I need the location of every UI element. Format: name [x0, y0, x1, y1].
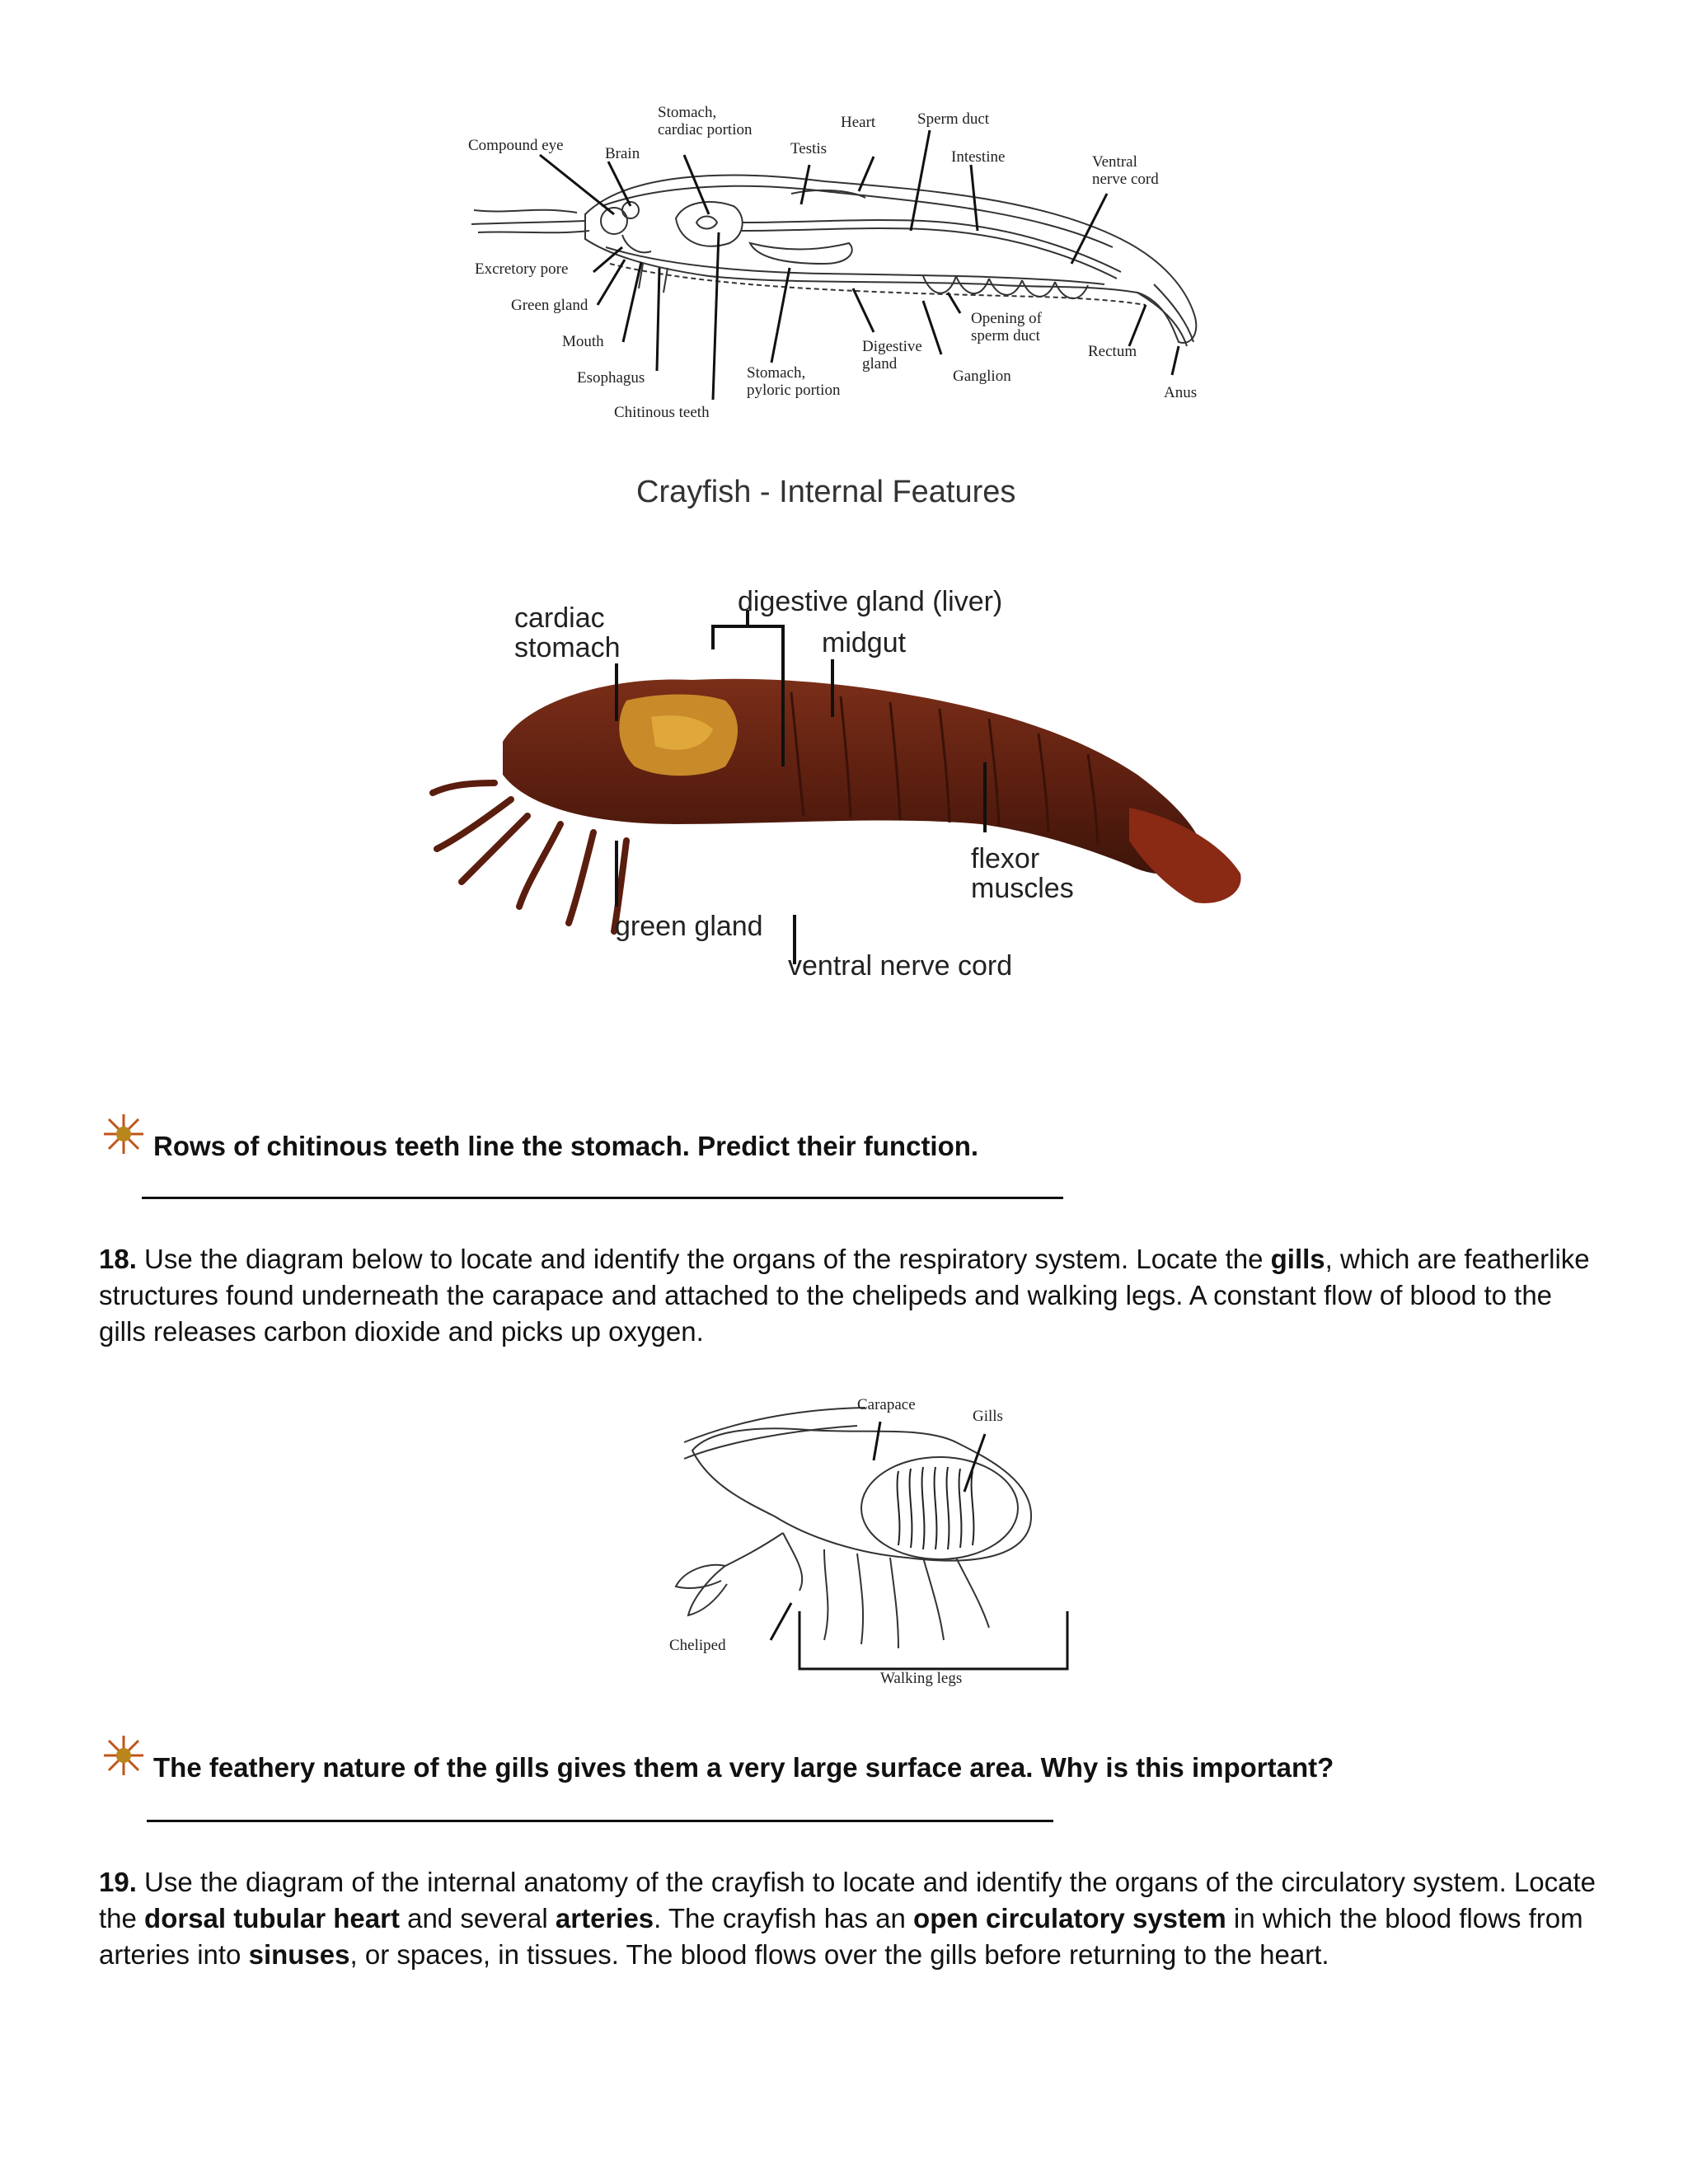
item-19-text-3: . The crayfish has an [654, 1903, 914, 1933]
label-excretory-pore: Excretory pore [475, 260, 569, 278]
photo-label-digestive-gland: digestive gland (liver) [738, 586, 1003, 617]
answer-line-teeth[interactable] [142, 1197, 1063, 1199]
label-digestive-gland: Digestive gland [862, 338, 922, 373]
item-19-text-4: in which the blood flows from arteries into [99, 1903, 1583, 1970]
label-heart: Heart [841, 114, 876, 131]
crayfish-outline-drawing [462, 99, 1220, 429]
star-bullet-icon [101, 1734, 147, 1777]
label-opening-sperm-duct: Opening of sperm duct [971, 310, 1043, 344]
label-sperm-duct: Sperm duct [917, 110, 990, 128]
label-compound-eye: Compound eye [468, 137, 564, 154]
label-green-gland: Green gland [511, 297, 588, 314]
photo-label-ventral-nerve-cord: ventral nerve cord [788, 950, 1013, 982]
question-chitinous-teeth: Rows of chitinous teeth line the stomach. Predict their function. [153, 1131, 979, 1161]
label-ventral-nerve-cord: Ventral nerve cord [1092, 153, 1159, 188]
photo-title: Crayfish - Internal Features [636, 475, 1016, 509]
item-18-bold-gills: gills [1270, 1244, 1325, 1274]
item-18-number: 18. [99, 1244, 137, 1274]
label-brain: Brain [605, 145, 640, 162]
label-chitinous-teeth: Chitinous teeth [614, 404, 710, 421]
item-19-text-5: , or spaces, in tissues. The blood flows over the gills before returning to the heart. [349, 1939, 1329, 1970]
question-feathery-gills: The feathery nature of the gills gives them a very large surface area. Why is this important? [153, 1752, 1334, 1783]
item-18-text-2: , which are featherlike structures found underneath the carapace and attached to the chelipeds and walking legs. A constant flow of blood to the gills releases carbon dioxide and picks up oxygen. [99, 1244, 1590, 1347]
photo-label-cardiac-stomach: cardiac stomach [514, 602, 621, 663]
gills-diagram [659, 1393, 1088, 1698]
label-anus: Anus [1164, 384, 1198, 401]
item-19-text-2: and several [399, 1903, 556, 1933]
label-ganglion: Ganglion [953, 368, 1011, 385]
star-bullet-icon [101, 1113, 147, 1155]
item-19-text-1: Use the diagram of the internal anatomy of the crayfish to locate and identify the organs of the circulatory system. Locate the [99, 1867, 1596, 1933]
item-19-bold-open-system: open circulatory system [913, 1903, 1226, 1933]
label-intestine: Intestine [951, 148, 1006, 166]
label-mouth: Mouth [562, 333, 604, 350]
item-18-text-1: Use the diagram below to locate and identify the organs of the respiratory system. Locate the [136, 1244, 1271, 1274]
label-stomach-pyloric: Stomach, pyloric portion [747, 364, 841, 399]
item-19-bold-sinuses: sinuses [248, 1939, 350, 1970]
label-carapace: Carapace [857, 1396, 916, 1413]
internal-anatomy-diagram [462, 99, 1220, 429]
item-19-bold-arteries: arteries [555, 1903, 654, 1933]
answer-line-gills[interactable] [147, 1820, 1053, 1822]
photo-label-midgut: midgut [822, 627, 907, 658]
label-walking-legs: Walking legs [880, 1670, 963, 1687]
label-stomach-cardiac: Stomach, cardiac portion [658, 104, 753, 138]
photo-label-green-gland: green gland [615, 911, 763, 942]
label-esophagus: Esophagus [577, 369, 645, 387]
photo-label-flexor-muscles: flexor muscles [971, 843, 1074, 904]
item-18-paragraph [99, 1241, 1599, 1350]
label-cheliped: Cheliped [669, 1637, 726, 1654]
label-rectum: Rectum [1088, 343, 1137, 360]
item-19-paragraph [99, 1864, 1599, 1973]
label-gills: Gills [973, 1408, 1003, 1425]
item-19-bold-heart: dorsal tubular heart [144, 1903, 400, 1933]
item-19-number: 19. [99, 1867, 137, 1897]
label-testis: Testis [790, 140, 828, 157]
